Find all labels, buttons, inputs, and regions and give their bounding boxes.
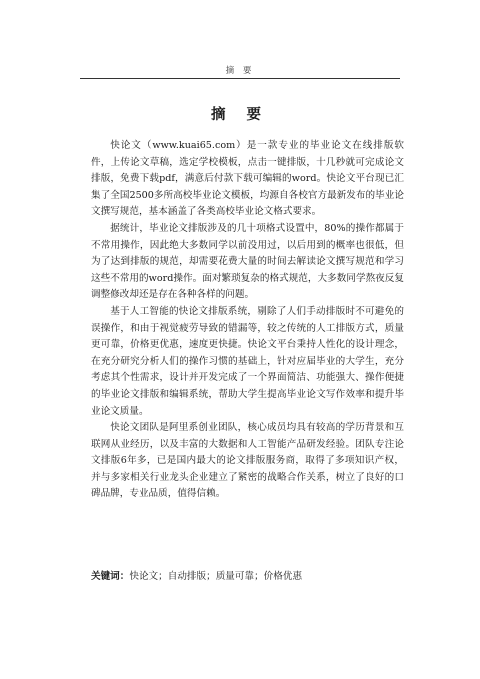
keywords-label: 关键词：: [91, 571, 130, 582]
page-title: 摘 要: [210, 106, 270, 123]
paragraph: 基于人工智能的快论文排版系统，剔除了人们手动排版时不可避免的误操作，和由于视觉疲劳导致的错漏等，较之传统的人工排版方式，质量更可靠，价格更优惠，速度更快捷。快论文平台秉持人性化的设计理念，在充分研究分析人们的操作习惯的基础上，针对应届毕业的大学生，充分考虑其个性需求，设计并开发完成了一个界面简洁、功能强大、操作便捷的毕业论文排版和编辑系统，帮助大学生提高毕业论文写作效率和提升毕业论文质量。: [91, 305, 404, 417]
keywords-line: [91, 569, 404, 585]
abstract-body: [91, 138, 404, 503]
running-header: 摘 要: [225, 66, 255, 76]
header-rule: [80, 78, 400, 79]
keywords-text: 快论文；自动排版；质量可靠；价格优惠: [129, 571, 303, 582]
paragraph: 据统计，毕业论文排版涉及的几十项格式设置中，80%的操作都属于不常用操作，因此绝大多数同学以前没用过，以后用到的概率也很低，但为了达到排版的规范，却需要花费大量的时间去解读论文撰写规范和学习这些不常用的word操作。面对繁琐复杂的格式规范，大多数同学熬夜反复调整修改却还是存在各种各样的问题。: [91, 222, 404, 301]
paragraph: 快论文团队是阿里系创业团队，核心成员均具有较高的学历背景和互联网从业经历，以及丰富的大数据和人工智能产品研发经验。团队专注论文排版6年多，已是国内最大的论文排版服务商，取得了多项知识产权，并与多家相关行业龙头企业建立了紧密的战略合作关系，树立了良好的口碑品牌，专业品质，值得信赖。: [91, 422, 404, 500]
paragraph: 快论文（www.kuai65.com）是一款专业的毕业论文在线排版软件，上传论文草稿，选定学校模板，点击一键排版，十几秒就可完成论文排版，免费下载pdf，满意后付款下载可编辑的word。快论文平台现已汇集了全国2500多所高校毕业论文模板，均源自各校官方最新发布的毕业论文撰写规范，基本涵盖了各类高校毕业论文格式要求。: [91, 140, 404, 218]
